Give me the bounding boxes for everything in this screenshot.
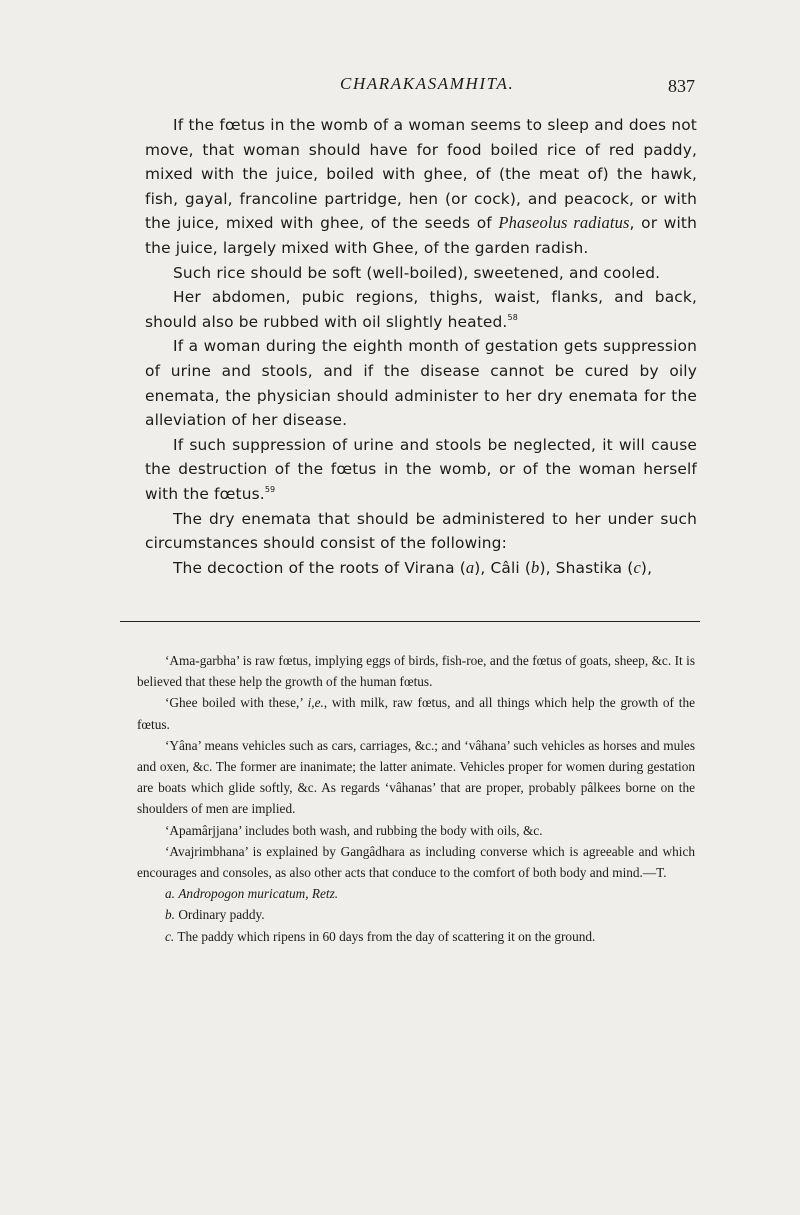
paragraph-4: If a woman during the eighth month of gestation gets suppression of urine and stools, and if the disease cannot be cured by oily enemata, the physician should administer to her dry enemata for the alleviation of her disease. bbox=[145, 337, 697, 430]
paragraph-7: The decoction of the roots of Virana (a), Câli (b), Shastika (c), bbox=[173, 557, 653, 577]
main-text bbox=[145, 113, 697, 580]
note-marker: 59 bbox=[264, 484, 276, 494]
footnote: ‘Ghee boiled with these,’ i,e., with milk, raw fœtus, and all things which help the growth of the fœtus. bbox=[137, 695, 696, 732]
footnote-b: b. Ordinary paddy. bbox=[165, 907, 265, 923]
page-header bbox=[0, 74, 800, 98]
paragraph-5: If such suppression of urine and stools be neglected, it will cause the destruction of the fœtus in the womb, or of the woman herself with the fœtus.$^{59}$ bbox=[145, 435, 697, 503]
footnote: ‘Yâna’ means vehicles such as cars, carriages, &c.; and ‘vâhana’ such vehicles as horses and mules and oxen, &c. The former are inanimate; the latter animate. Vehicles proper for women during gestation are boats which glide softly, &c. As regards ‘vâhanas’ that are proper, probably pâlkees borne on the shoulders of men are implied. bbox=[137, 737, 695, 817]
footnote-c: c. The paddy which ripens in 60 days from the day of scattering it on the ground. bbox=[165, 928, 596, 944]
paragraph-2: Such rice should be soft (well-boiled), sweetened, and cooled. bbox=[173, 263, 661, 282]
note-marker: 58 bbox=[507, 312, 518, 322]
page-number: 837 bbox=[668, 76, 695, 96]
paragraph-3: Her abdomen, pubic regions, thighs, waist, flanks, and back, should also be rubbed with oil slightly heated.$^{58}$ bbox=[145, 288, 697, 331]
footnote: ‘Avajrimbhana’ is explained by Gangâdhara as including converse which is agreeable and which encourages and consoles, as also other acts that conduce to the comfort of both body and mind.—T. bbox=[137, 843, 695, 881]
footnote-a: a. Andropogon muricatum, Retz. bbox=[165, 886, 339, 902]
footnote: ‘Ama-garbha’ is raw fœtus, implying eggs of birds, fish-roe, and the fœtus of goats, sheep, &c. It is believed that these help the growth of the human fœtus. bbox=[137, 653, 695, 690]
footnote-divider bbox=[120, 621, 700, 622]
paragraph-1: If the fœtus in the womb of a woman seems to sleep and does not move, that woman should have for food boiled rice of red paddy, mixed with the juice, boiled with ghee, of (the meat of) the hawk, fish, gayal, francoline partridge, hen (or cock), and peacock, or with the juice, mixed with ghee, of the seeds of Phaseolus radiatus, or with the juice, largely mixed with Ghee, of the garden radish. bbox=[145, 116, 697, 257]
footnote: ‘Apamârjjana’ includes both wash, and rubbing the body with oils, &c. bbox=[165, 822, 543, 838]
running-title: CHARAKASAMHITA. bbox=[340, 74, 515, 93]
paragraph-6: The dry enemata that should be administered to her under such circumstances should consist of the following: bbox=[145, 509, 697, 553]
footnotes bbox=[137, 650, 695, 947]
species-name: Phaseolus radiatus bbox=[498, 213, 630, 233]
